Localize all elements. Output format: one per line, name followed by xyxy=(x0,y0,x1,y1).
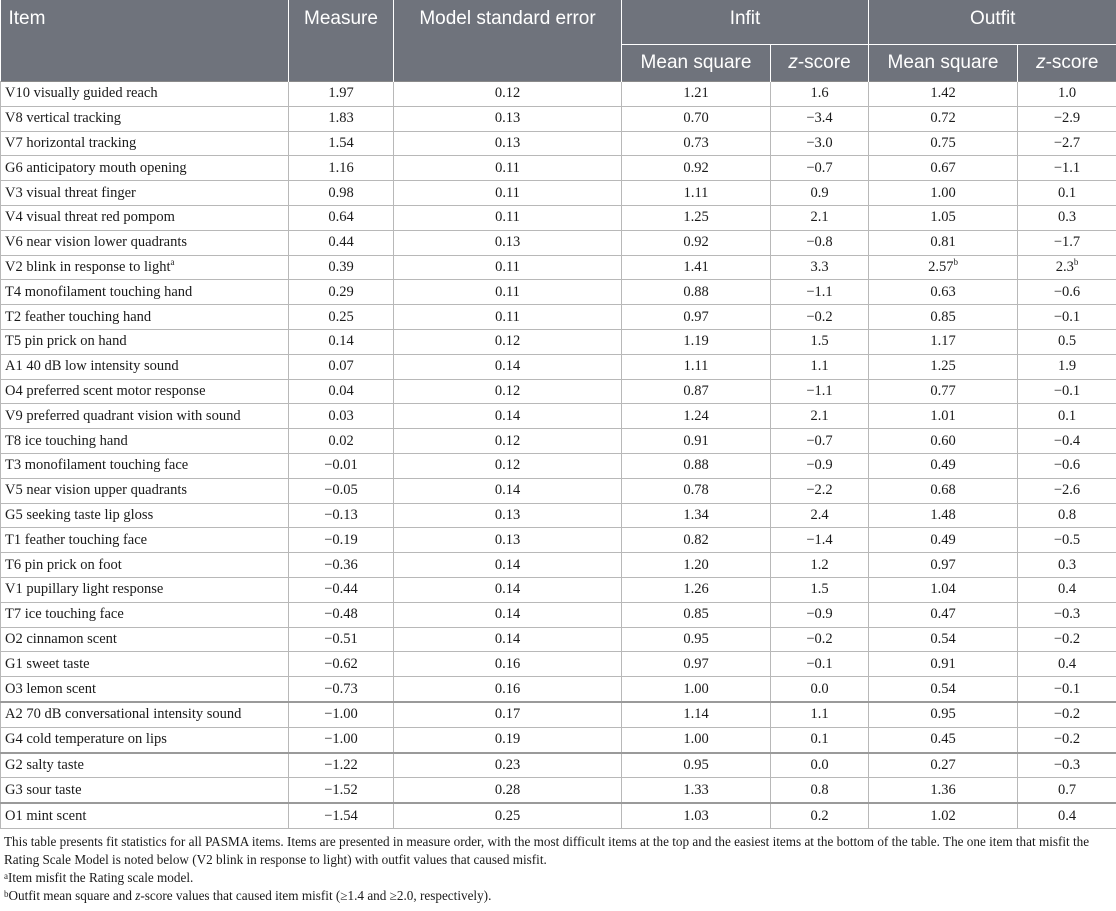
cell-outfit-z-score: −0.6 xyxy=(1018,453,1116,478)
cell-infit-z-score: −0.1 xyxy=(771,652,869,677)
cell-item: O4 preferred scent motor response xyxy=(1,379,289,404)
table-body xyxy=(1,82,1116,829)
cell-outfit-mean-square: 0.81 xyxy=(869,230,1018,255)
cell-outfit-mean-square: 0.72 xyxy=(869,106,1018,131)
table-row xyxy=(1,329,1116,354)
footnote-b: $^b$Outfit mean square and z-score values that caused item misfit (≥1.4 and ≥2.0, respectively). xyxy=(4,887,492,903)
table-row xyxy=(1,453,1116,478)
cell-outfit-z-score: −0.3 xyxy=(1018,602,1116,627)
cell-measure: −1.22 xyxy=(289,753,394,778)
cell-outfit-z-score: −0.1 xyxy=(1018,677,1116,702)
cell-item: O3 lemon scent xyxy=(1,677,289,702)
cell-infit-mean-square: 1.19 xyxy=(622,329,771,354)
cell-outfit-z-score: 0.5 xyxy=(1018,329,1116,354)
cell-item: V10 visually guided reach xyxy=(1,82,289,107)
cell-measure: 0.03 xyxy=(289,404,394,429)
cell-infit-mean-square: 1.20 xyxy=(622,553,771,578)
cell-outfit-z-score: −2.6 xyxy=(1018,478,1116,503)
cell-infit-mean-square: 0.85 xyxy=(622,602,771,627)
cell-model-se: 0.11 xyxy=(394,255,622,280)
cell-model-se: 0.11 xyxy=(394,156,622,181)
cell-infit-mean-square: 1.26 xyxy=(622,577,771,602)
cell-item: V5 near vision upper quadrants xyxy=(1,478,289,503)
cell-outfit-mean-square: 0.60 xyxy=(869,429,1018,454)
cell-item: V4 visual threat red pompom xyxy=(1,205,289,230)
cell-model-se: 0.13 xyxy=(394,503,622,528)
cell-outfit-z-score: 0.3 xyxy=(1018,205,1116,230)
cell-measure: 1.16 xyxy=(289,156,394,181)
cell-item: G2 salty taste xyxy=(1,753,289,778)
cell-infit-mean-square: 0.82 xyxy=(622,528,771,553)
cell-outfit-mean-square: 0.49 xyxy=(869,528,1018,553)
cell-infit-z-score: 2.1 xyxy=(771,404,869,429)
cell-outfit-mean-square: 0.75 xyxy=(869,131,1018,156)
cell-outfit-z-score: −0.2 xyxy=(1018,702,1116,727)
cell-model-se: 0.14 xyxy=(394,553,622,578)
cell-model-se: 0.19 xyxy=(394,727,622,752)
cell-outfit-mean-square: 1.17 xyxy=(869,329,1018,354)
cell-infit-z-score: 0.0 xyxy=(771,677,869,702)
cell-infit-z-score: −0.2 xyxy=(771,627,869,652)
table-row xyxy=(1,156,1116,181)
cell-outfit-z-score: 1.0 xyxy=(1018,82,1116,107)
cell-outfit-mean-square: 0.68 xyxy=(869,478,1018,503)
cell-infit-mean-square: 1.11 xyxy=(622,354,771,379)
cell-outfit-mean-square: 0.54 xyxy=(869,677,1018,702)
cell-item: T5 pin prick on hand xyxy=(1,329,289,354)
cell-measure: 0.07 xyxy=(289,354,394,379)
cell-outfit-z-score: −0.6 xyxy=(1018,280,1116,305)
cell-outfit-z-score: 0.3 xyxy=(1018,553,1116,578)
cell-item: V3 visual threat finger xyxy=(1,181,289,206)
cell-infit-z-score: −3.4 xyxy=(771,106,869,131)
table-header xyxy=(1,0,1116,82)
cell-model-se: 0.11 xyxy=(394,305,622,330)
cell-outfit-z-score: −0.2 xyxy=(1018,627,1116,652)
cell-measure: −0.36 xyxy=(289,553,394,578)
table-row xyxy=(1,205,1116,230)
cell-model-se: 0.14 xyxy=(394,577,622,602)
cell-measure: 0.98 xyxy=(289,181,394,206)
cell-infit-mean-square: 0.70 xyxy=(622,106,771,131)
cell-measure: −0.51 xyxy=(289,627,394,652)
cell-item: G1 sweet taste xyxy=(1,652,289,677)
table-row xyxy=(1,354,1116,379)
cell-outfit-mean-square: 0.47 xyxy=(869,602,1018,627)
cell-infit-mean-square: 0.95 xyxy=(622,753,771,778)
table-row xyxy=(1,181,1116,206)
cell-item: V1 pupillary light response xyxy=(1,577,289,602)
header-outfit-z-score: z-score xyxy=(1018,45,1116,82)
cell-outfit-mean-square: 0.54 xyxy=(869,627,1018,652)
cell-infit-z-score: 2.1 xyxy=(771,205,869,230)
cell-infit-mean-square: 0.78 xyxy=(622,478,771,503)
table-row xyxy=(1,255,1116,280)
table-row xyxy=(1,503,1116,528)
cell-infit-mean-square: 1.24 xyxy=(622,404,771,429)
cell-measure: 1.83 xyxy=(289,106,394,131)
cell-model-se: 0.12 xyxy=(394,329,622,354)
cell-model-se: 0.25 xyxy=(394,803,622,828)
cell-outfit-z-score: −0.1 xyxy=(1018,305,1116,330)
cell-item: G4 cold temperature on lips xyxy=(1,727,289,752)
cell-model-se: 0.16 xyxy=(394,677,622,702)
cell-item: A1 40 dB low intensity sound xyxy=(1,354,289,379)
cell-model-se: 0.23 xyxy=(394,753,622,778)
cell-item: G6 anticipatory mouth opening xyxy=(1,156,289,181)
cell-measure: 0.64 xyxy=(289,205,394,230)
cell-infit-mean-square: 1.00 xyxy=(622,727,771,752)
cell-infit-z-score: 1.2 xyxy=(771,553,869,578)
cell-infit-z-score: −1.1 xyxy=(771,280,869,305)
header-infit: Infit xyxy=(622,0,869,45)
cell-measure: 0.39 xyxy=(289,255,394,280)
cell-item: G5 seeking taste lip gloss xyxy=(1,503,289,528)
cell-measure: 1.54 xyxy=(289,131,394,156)
cell-infit-mean-square: 0.88 xyxy=(622,453,771,478)
cell-infit-mean-square: 0.87 xyxy=(622,379,771,404)
cell-outfit-mean-square: 0.67 xyxy=(869,156,1018,181)
table-row xyxy=(1,379,1116,404)
cell-outfit-mean-square: 1.02 xyxy=(869,803,1018,828)
cell-infit-mean-square: 1.25 xyxy=(622,205,771,230)
cell-infit-mean-square: 0.97 xyxy=(622,305,771,330)
cell-model-se: 0.17 xyxy=(394,702,622,727)
cell-infit-mean-square: 1.21 xyxy=(622,82,771,107)
cell-infit-mean-square: 1.41 xyxy=(622,255,771,280)
cell-outfit-mean-square: 0.77 xyxy=(869,379,1018,404)
table-row xyxy=(1,652,1116,677)
table-row xyxy=(1,577,1116,602)
header-outfit: Outfit xyxy=(869,0,1116,45)
cell-measure: −1.00 xyxy=(289,727,394,752)
cell-model-se: 0.16 xyxy=(394,652,622,677)
cell-infit-z-score: 1.6 xyxy=(771,82,869,107)
cell-measure: 0.04 xyxy=(289,379,394,404)
cell-model-se: 0.14 xyxy=(394,354,622,379)
cell-outfit-z-score: −1.7 xyxy=(1018,230,1116,255)
header-model-se: Model standard error xyxy=(394,0,622,82)
header-infit-z-score: z-score xyxy=(771,45,869,82)
cell-outfit-mean-square: 1.36 xyxy=(869,778,1018,803)
table-row xyxy=(1,230,1116,255)
table-row xyxy=(1,753,1116,778)
cell-model-se: 0.13 xyxy=(394,131,622,156)
cell-model-se: 0.11 xyxy=(394,181,622,206)
cell-measure: −1.52 xyxy=(289,778,394,803)
cell-infit-mean-square: 0.92 xyxy=(622,230,771,255)
cell-measure: −0.01 xyxy=(289,453,394,478)
footnote-a: $^a$Item misfit the Rating scale model. xyxy=(4,869,194,885)
cell-outfit-mean-square: 0.49 xyxy=(869,453,1018,478)
cell-outfit-mean-square: 0.95 xyxy=(869,702,1018,727)
cell-outfit-z-score: −0.2 xyxy=(1018,727,1116,752)
cell-model-se: 0.14 xyxy=(394,404,622,429)
cell-outfit-z-score: −2.7 xyxy=(1018,131,1116,156)
cell-measure: −0.48 xyxy=(289,602,394,627)
cell-item: T1 feather touching face xyxy=(1,528,289,553)
cell-outfit-mean-square: 0.91 xyxy=(869,652,1018,677)
cell-infit-z-score: 0.9 xyxy=(771,181,869,206)
cell-model-se: 0.14 xyxy=(394,602,622,627)
cell-outfit-z-score: 0.1 xyxy=(1018,404,1116,429)
cell-model-se: 0.11 xyxy=(394,280,622,305)
cell-infit-mean-square: 0.92 xyxy=(622,156,771,181)
cell-infit-mean-square: 0.73 xyxy=(622,131,771,156)
cell-infit-z-score: −1.4 xyxy=(771,528,869,553)
cell-infit-z-score: −0.9 xyxy=(771,453,869,478)
cell-infit-z-score: −0.7 xyxy=(771,429,869,454)
cell-infit-z-score: −1.1 xyxy=(771,379,869,404)
cell-item: T7 ice touching face xyxy=(1,602,289,627)
table-row xyxy=(1,429,1116,454)
cell-outfit-z-score: −0.1 xyxy=(1018,379,1116,404)
cell-outfit-z-score: 0.4 xyxy=(1018,803,1116,828)
cell-outfit-mean-square: 0.85 xyxy=(869,305,1018,330)
cell-measure: −0.62 xyxy=(289,652,394,677)
header-infit-mean-square: Mean square xyxy=(622,45,771,82)
cell-infit-z-score: 1.1 xyxy=(771,354,869,379)
cell-infit-z-score: 0.1 xyxy=(771,727,869,752)
cell-outfit-mean-square: 2.57$^b$ xyxy=(869,255,1018,280)
header-outfit-mean-square: Mean square xyxy=(869,45,1018,82)
cell-item: T4 monofilament touching hand xyxy=(1,280,289,305)
cell-infit-mean-square: 1.34 xyxy=(622,503,771,528)
cell-infit-z-score: 0.8 xyxy=(771,778,869,803)
cell-item: T6 pin prick on foot xyxy=(1,553,289,578)
cell-outfit-mean-square: 0.45 xyxy=(869,727,1018,752)
cell-infit-z-score: −0.2 xyxy=(771,305,869,330)
header-item: Item xyxy=(1,0,289,82)
cell-infit-mean-square: 1.03 xyxy=(622,803,771,828)
cell-outfit-z-score: 0.4 xyxy=(1018,652,1116,677)
cell-measure: 1.97 xyxy=(289,82,394,107)
cell-outfit-mean-square: 1.05 xyxy=(869,205,1018,230)
table-row xyxy=(1,602,1116,627)
cell-outfit-z-score: 2.3$^b$ xyxy=(1018,255,1116,280)
cell-measure: 0.44 xyxy=(289,230,394,255)
cell-infit-z-score: 1.5 xyxy=(771,329,869,354)
cell-infit-mean-square: 0.97 xyxy=(622,652,771,677)
cell-infit-z-score: −3.0 xyxy=(771,131,869,156)
cell-model-se: 0.14 xyxy=(394,627,622,652)
cell-item: T3 monofilament touching face xyxy=(1,453,289,478)
cell-infit-mean-square: 0.91 xyxy=(622,429,771,454)
cell-model-se: 0.14 xyxy=(394,478,622,503)
table-row xyxy=(1,702,1116,727)
cell-measure: −0.44 xyxy=(289,577,394,602)
cell-item: V6 near vision lower quadrants xyxy=(1,230,289,255)
cell-outfit-z-score: −2.9 xyxy=(1018,106,1116,131)
cell-measure: −1.54 xyxy=(289,803,394,828)
table-row xyxy=(1,727,1116,752)
table-row xyxy=(1,131,1116,156)
cell-outfit-z-score: −0.3 xyxy=(1018,753,1116,778)
cell-outfit-mean-square: 0.27 xyxy=(869,753,1018,778)
cell-infit-z-score: 0.2 xyxy=(771,803,869,828)
cell-outfit-mean-square: 1.48 xyxy=(869,503,1018,528)
cell-measure: −1.00 xyxy=(289,702,394,727)
cell-model-se: 0.13 xyxy=(394,230,622,255)
table-row xyxy=(1,553,1116,578)
cell-outfit-mean-square: 1.01 xyxy=(869,404,1018,429)
cell-model-se: 0.13 xyxy=(394,528,622,553)
cell-outfit-mean-square: 1.04 xyxy=(869,577,1018,602)
cell-measure: 0.29 xyxy=(289,280,394,305)
cell-measure: −0.19 xyxy=(289,528,394,553)
cell-outfit-z-score: 1.9 xyxy=(1018,354,1116,379)
cell-infit-mean-square: 0.95 xyxy=(622,627,771,652)
table-row xyxy=(1,82,1116,107)
table-row xyxy=(1,627,1116,652)
cell-model-se: 0.12 xyxy=(394,453,622,478)
cell-outfit-z-score: −0.5 xyxy=(1018,528,1116,553)
cell-infit-mean-square: 1.14 xyxy=(622,702,771,727)
table-row xyxy=(1,677,1116,702)
cell-outfit-mean-square: 0.63 xyxy=(869,280,1018,305)
table-row xyxy=(1,280,1116,305)
cell-infit-z-score: −0.8 xyxy=(771,230,869,255)
cell-outfit-z-score: 0.4 xyxy=(1018,577,1116,602)
cell-measure: −0.13 xyxy=(289,503,394,528)
cell-infit-z-score: −2.2 xyxy=(771,478,869,503)
cell-infit-z-score: 1.1 xyxy=(771,702,869,727)
cell-measure: −0.73 xyxy=(289,677,394,702)
cell-model-se: 0.28 xyxy=(394,778,622,803)
cell-infit-mean-square: 0.88 xyxy=(622,280,771,305)
cell-model-se: 0.12 xyxy=(394,429,622,454)
cell-measure: 0.02 xyxy=(289,429,394,454)
cell-item: V8 vertical tracking xyxy=(1,106,289,131)
cell-item: T8 ice touching hand xyxy=(1,429,289,454)
table-footnotes xyxy=(0,829,1116,905)
cell-infit-z-score: 0.0 xyxy=(771,753,869,778)
cell-item: O2 cinnamon scent xyxy=(1,627,289,652)
cell-outfit-mean-square: 1.25 xyxy=(869,354,1018,379)
cell-outfit-z-score: −0.4 xyxy=(1018,429,1116,454)
table-row xyxy=(1,528,1116,553)
header-measure: Measure xyxy=(289,0,394,82)
cell-infit-z-score: 3.3 xyxy=(771,255,869,280)
cell-item: V2 blink in response to light$^a$ xyxy=(1,255,289,280)
cell-outfit-mean-square: 0.97 xyxy=(869,553,1018,578)
cell-infit-mean-square: 1.33 xyxy=(622,778,771,803)
cell-item: O1 mint scent xyxy=(1,803,289,828)
cell-measure: 0.14 xyxy=(289,329,394,354)
cell-item: G3 sour taste xyxy=(1,778,289,803)
table-row xyxy=(1,106,1116,131)
table-row xyxy=(1,803,1116,828)
cell-item: V7 horizontal tracking xyxy=(1,131,289,156)
cell-outfit-z-score: −1.1 xyxy=(1018,156,1116,181)
table-row xyxy=(1,478,1116,503)
cell-outfit-mean-square: 1.00 xyxy=(869,181,1018,206)
cell-outfit-mean-square: 1.42 xyxy=(869,82,1018,107)
cell-infit-mean-square: 1.00 xyxy=(622,677,771,702)
cell-model-se: 0.12 xyxy=(394,379,622,404)
cell-item: A2 70 dB conversational intensity sound xyxy=(1,702,289,727)
cell-model-se: 0.11 xyxy=(394,205,622,230)
cell-measure: −0.05 xyxy=(289,478,394,503)
table-row xyxy=(1,305,1116,330)
cell-model-se: 0.12 xyxy=(394,82,622,107)
cell-infit-z-score: −0.7 xyxy=(771,156,869,181)
cell-infit-z-score: −0.9 xyxy=(771,602,869,627)
footnote-description: This table presents fit statistics for all PASMA items. Items are presented in measure order, with the most difficult items at the top and the easiest items at the bottom of the table. The one item that misfit the Rating Scale Model is noted below (V2 blink in response to light) with outfit values that caused misfit. xyxy=(4,833,1090,867)
cell-infit-z-score: 2.4 xyxy=(771,503,869,528)
table-row xyxy=(1,404,1116,429)
cell-model-se: 0.13 xyxy=(394,106,622,131)
cell-item: T2 feather touching hand xyxy=(1,305,289,330)
cell-infit-mean-square: 1.11 xyxy=(622,181,771,206)
cell-measure: 0.25 xyxy=(289,305,394,330)
cell-outfit-z-score: 0.1 xyxy=(1018,181,1116,206)
table-row xyxy=(1,778,1116,803)
cell-item: V9 preferred quadrant vision with sound xyxy=(1,404,289,429)
cell-outfit-z-score: 0.8 xyxy=(1018,503,1116,528)
cell-outfit-z-score: 0.7 xyxy=(1018,778,1116,803)
cell-infit-z-score: 1.5 xyxy=(771,577,869,602)
